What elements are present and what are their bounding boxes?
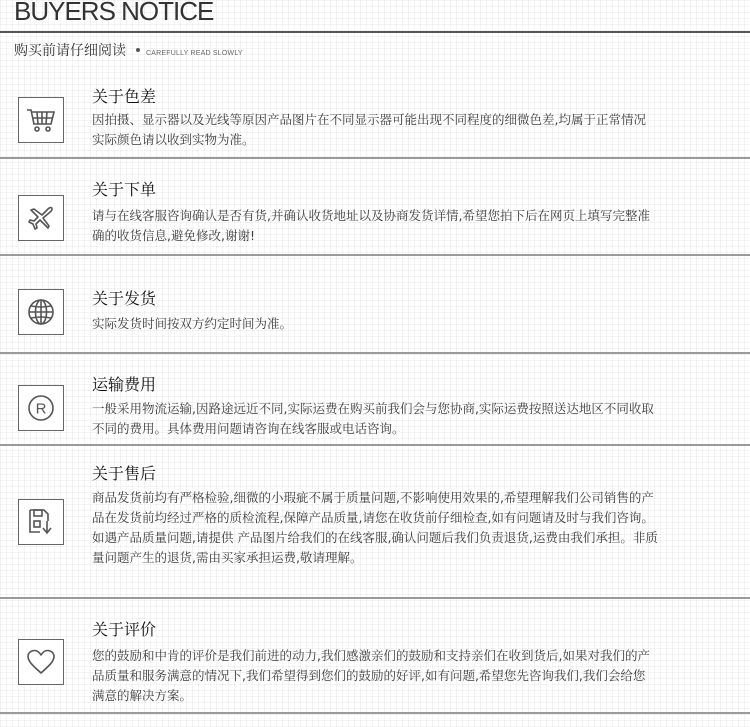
section-body [92, 110, 710, 150]
section-divider [0, 352, 750, 354]
header-divider [0, 31, 750, 33]
section-divider [0, 157, 750, 159]
bullet-icon [136, 48, 140, 52]
section-title: 运输费用 [92, 375, 157, 394]
body-line: 品质量和服务满意的情况下,我们希望得到您们的鼓励的好评,如有问题,希望您先咨询我们,我们会给您 [92, 668, 646, 683]
section-divider [0, 444, 750, 446]
return-icon [18, 499, 64, 545]
airplane-icon [18, 195, 64, 241]
section-title: 关于售后 [92, 464, 157, 483]
section-title: 关于评价 [92, 620, 157, 639]
section-body [92, 206, 710, 246]
body-line: 一般采用物流运输,因路途远近不同,实际运费在购买前我们会与您协商,实际运费按照送达地区不同收取 [92, 401, 654, 416]
section-body [92, 646, 710, 706]
section-title: 关于下单 [92, 180, 157, 199]
body-line: 不同的费用。具体费用问题请咨询在线客服或电话咨询。 [92, 421, 405, 436]
body-line: 满意的解决方案。 [92, 688, 193, 703]
section-body [92, 314, 710, 334]
page-title: BUYERS NOTICE [14, 0, 214, 26]
body-line: 实际发货时间按双方约定时间为准。 [92, 316, 293, 331]
section-title: 关于色差 [92, 87, 157, 106]
section-body [92, 399, 710, 439]
cart-icon [18, 97, 64, 143]
subheader [14, 40, 243, 60]
subtitle-cn: 购买前请仔细阅读 [14, 43, 126, 59]
subtitle-en: CAREFULLY READ SLOWLY [146, 50, 243, 57]
heart-icon [18, 639, 64, 685]
body-line: 量问题产生的退货,需由买家承担运费,敬请理解。 [92, 550, 363, 565]
body-line: 请与在线客服咨询确认是否有货,并确认收货地址以及协商发货详情,希望您拍下后在网页上填写完整准 [92, 208, 650, 223]
body-line: 因拍摄、显示器以及光线等原因产品图片在不同显示器可能出现不同程度的细微色差,均属于正常情况 [92, 112, 646, 127]
body-line: 商品发货前均有严格检验,细微的小瑕疵不属于质量问题,不影响使用效果的,希望理解我们公司销售的产 [92, 490, 654, 505]
section-body [92, 488, 710, 568]
body-line: 确的收货信息,避免修改,谢谢! [92, 228, 255, 243]
section-divider [0, 597, 750, 599]
section-title: 关于发货 [92, 289, 157, 308]
body-line: 品在发货前均经过严格的质检流程,保障产品质量,请您在收货前仔细检查,如有问题请及时与我们咨询。 [92, 510, 654, 525]
registered-icon [18, 385, 64, 431]
section-divider [0, 712, 750, 714]
globe-icon [18, 289, 64, 335]
body-line: 您的鼓励和中肯的评价是我们前进的动力,我们感激亲们的鼓励和支持亲们在收到货后,如果对我们的产 [92, 648, 650, 663]
body-line: 如遇产品质量问题,请提供 产品图片给我们的在线客服,确认问题后我们负责退货,运费由我们承担。非质 [92, 530, 658, 545]
body-line: 实际颜色请以收到实物为准。 [92, 132, 255, 147]
svg-text:R: R [35, 400, 47, 418]
section-divider [0, 254, 750, 256]
